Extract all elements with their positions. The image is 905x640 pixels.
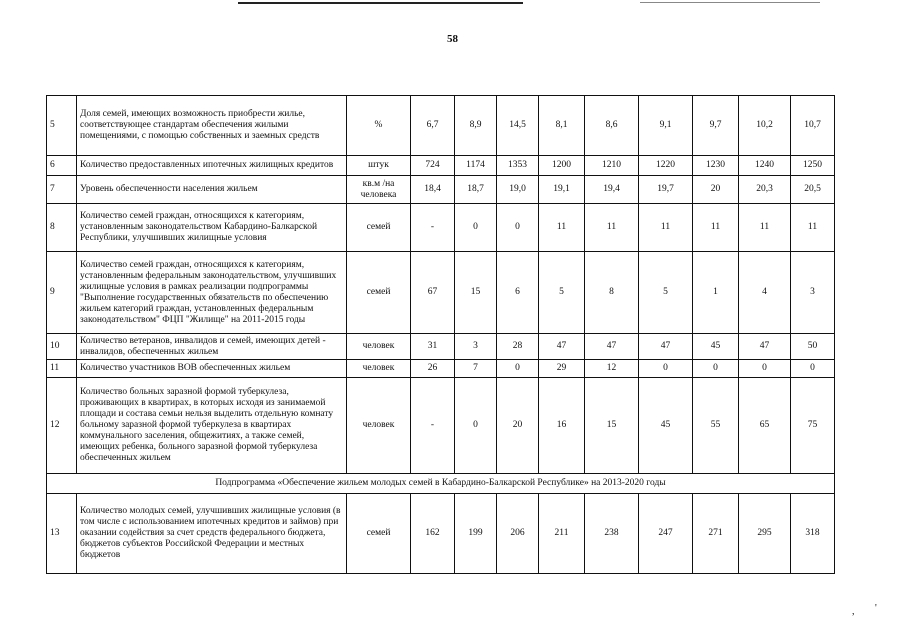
table-row <box>47 204 835 252</box>
value-cell: 31 <box>411 334 455 360</box>
value-cell: 20 <box>497 378 539 474</box>
value-cell: 11 <box>693 204 739 252</box>
value-cell: 11 <box>639 204 693 252</box>
unit-cell: % <box>347 96 411 156</box>
indicators-table <box>46 95 835 574</box>
row-number: 7 <box>47 176 77 204</box>
value-cell: 0 <box>455 204 497 252</box>
table-body <box>47 96 835 574</box>
value-cell: 0 <box>455 378 497 474</box>
value-cell: 0 <box>791 360 835 378</box>
value-cell: 29 <box>539 360 585 378</box>
page-number: 58 <box>447 33 458 45</box>
unit-cell: штук <box>347 156 411 176</box>
value-cell: 5 <box>539 252 585 334</box>
value-cell: 9,1 <box>639 96 693 156</box>
table-row <box>47 252 835 334</box>
indicator-description: Количество ветеранов, инвалидов и семей, имеющих детей - инвалидов, обеспеченных жильем <box>77 334 347 360</box>
value-cell: 45 <box>639 378 693 474</box>
value-cell: 3 <box>455 334 497 360</box>
top-rule-right <box>640 2 820 3</box>
value-cell: 8,9 <box>455 96 497 156</box>
value-cell: 1220 <box>639 156 693 176</box>
value-cell: 12 <box>585 360 639 378</box>
table-row <box>47 360 835 378</box>
row-number: 13 <box>47 494 77 574</box>
value-cell: 18,4 <box>411 176 455 204</box>
unit-cell: кв.м /на человека <box>347 176 411 204</box>
value-cell: 0 <box>639 360 693 378</box>
value-cell: 20,3 <box>739 176 791 204</box>
value-cell: 0 <box>739 360 791 378</box>
table-row <box>47 494 835 574</box>
row-number: 6 <box>47 156 77 176</box>
top-rule-left <box>238 2 523 4</box>
value-cell: 15 <box>585 378 639 474</box>
indicator-description: Доля семей, имеющих возможность приобрести жилье, соответствующее стандартам обеспечения жилыми помещениями, с помощью собственных и заемных средств <box>77 96 347 156</box>
value-cell: 11 <box>539 204 585 252</box>
value-cell: 67 <box>411 252 455 334</box>
value-cell: 1 <box>693 252 739 334</box>
value-cell: 10,2 <box>739 96 791 156</box>
value-cell: 4 <box>739 252 791 334</box>
value-cell: 162 <box>411 494 455 574</box>
value-cell: 724 <box>411 156 455 176</box>
row-number: 11 <box>47 360 77 378</box>
value-cell: 206 <box>497 494 539 574</box>
row-number: 12 <box>47 378 77 474</box>
value-cell: 3 <box>791 252 835 334</box>
value-cell: 19,4 <box>585 176 639 204</box>
value-cell: 47 <box>739 334 791 360</box>
value-cell: 1240 <box>739 156 791 176</box>
value-cell: 20,5 <box>791 176 835 204</box>
value-cell: 0 <box>497 360 539 378</box>
value-cell: 1250 <box>791 156 835 176</box>
value-cell: 65 <box>739 378 791 474</box>
value-cell: 1200 <box>539 156 585 176</box>
row-number: 9 <box>47 252 77 334</box>
value-cell: 8,6 <box>585 96 639 156</box>
value-cell: 19,0 <box>497 176 539 204</box>
value-cell: 8 <box>585 252 639 334</box>
value-cell: 211 <box>539 494 585 574</box>
indicator-description: Количество семей граждан, относящихся к категориям, установленным федеральным законодательством, улучшивших жилищные условия в рамках реализации подпрограммы "Выполнение государственных обязательств по обеспечению жильем категорий граждан, установленных федеральным законодательством" ФЦП "Жилище" на 2011-2015 годы <box>77 252 347 334</box>
value-cell: 238 <box>585 494 639 574</box>
value-cell: - <box>411 378 455 474</box>
value-cell: 8,1 <box>539 96 585 156</box>
row-number: 8 <box>47 204 77 252</box>
indicator-description: Количество молодых семей, улучшивших жилищные условия (в том числе с использованием ипотечных кредитов и займов) при оказании содействия за счет средств федерального бюджета, бюджетов субъектов Российской Федерации и местных бюджетов <box>77 494 347 574</box>
indicator-description: Количество предоставленных ипотечных жилищных кредитов <box>77 156 347 176</box>
value-cell: 28 <box>497 334 539 360</box>
value-cell: 14,5 <box>497 96 539 156</box>
value-cell: 295 <box>739 494 791 574</box>
table-row <box>47 96 835 156</box>
value-cell: 47 <box>639 334 693 360</box>
row-number: 10 <box>47 334 77 360</box>
unit-cell: человек <box>347 360 411 378</box>
table-row <box>47 378 835 474</box>
value-cell: 10,7 <box>791 96 835 156</box>
value-cell: 75 <box>791 378 835 474</box>
table-row <box>47 334 835 360</box>
value-cell: 1353 <box>497 156 539 176</box>
value-cell: 9,7 <box>693 96 739 156</box>
value-cell: 18,7 <box>455 176 497 204</box>
value-cell: 11 <box>585 204 639 252</box>
unit-cell: семей <box>347 494 411 574</box>
value-cell: - <box>411 204 455 252</box>
scan-mark: , <box>852 606 855 617</box>
table-row <box>47 176 835 204</box>
scan-mark: ' <box>875 603 877 614</box>
value-cell: 1210 <box>585 156 639 176</box>
value-cell: 0 <box>693 360 739 378</box>
value-cell: 11 <box>739 204 791 252</box>
value-cell: 55 <box>693 378 739 474</box>
indicator-description: Уровень обеспеченности населения жильем <box>77 176 347 204</box>
table-row <box>47 156 835 176</box>
indicator-description: Количество участников ВОВ обеспеченных жильем <box>77 360 347 378</box>
value-cell: 47 <box>539 334 585 360</box>
unit-cell: человек <box>347 334 411 360</box>
indicator-description: Количество семей граждан, относящихся к категориям, установленным законодательством Кабардино-Балкарской Республики, улучшивших жилищные условия <box>77 204 347 252</box>
subprogram-title: Подпрограмма «Обеспечение жильем молодых семей в Кабардино-Балкарской Республике» на 2013-2020 годы <box>47 474 835 494</box>
value-cell: 50 <box>791 334 835 360</box>
unit-cell: семей <box>347 204 411 252</box>
value-cell: 0 <box>497 204 539 252</box>
indicator-description: Количество больных заразной формой туберкулеза, проживающих в квартирах, в которых исходя из занимаемой площади и состава семьи нельзя выделить отдельную комнату больному заразной формой туберкулеза в квартирах коммунального заселения, общежитиях, а также семей, имеющих ребенка, больного заразной формой туберкулеза обеспеченных жильем <box>77 378 347 474</box>
value-cell: 20 <box>693 176 739 204</box>
value-cell: 47 <box>585 334 639 360</box>
value-cell: 318 <box>791 494 835 574</box>
value-cell: 271 <box>693 494 739 574</box>
value-cell: 19,7 <box>639 176 693 204</box>
value-cell: 19,1 <box>539 176 585 204</box>
value-cell: 7 <box>455 360 497 378</box>
value-cell: 199 <box>455 494 497 574</box>
unit-cell: семей <box>347 252 411 334</box>
value-cell: 6,7 <box>411 96 455 156</box>
value-cell: 11 <box>791 204 835 252</box>
value-cell: 6 <box>497 252 539 334</box>
value-cell: 45 <box>693 334 739 360</box>
value-cell: 26 <box>411 360 455 378</box>
value-cell: 1230 <box>693 156 739 176</box>
value-cell: 247 <box>639 494 693 574</box>
value-cell: 5 <box>639 252 693 334</box>
unit-cell: человек <box>347 378 411 474</box>
value-cell: 16 <box>539 378 585 474</box>
subprogram-row <box>47 474 835 494</box>
row-number: 5 <box>47 96 77 156</box>
value-cell: 15 <box>455 252 497 334</box>
value-cell: 1174 <box>455 156 497 176</box>
